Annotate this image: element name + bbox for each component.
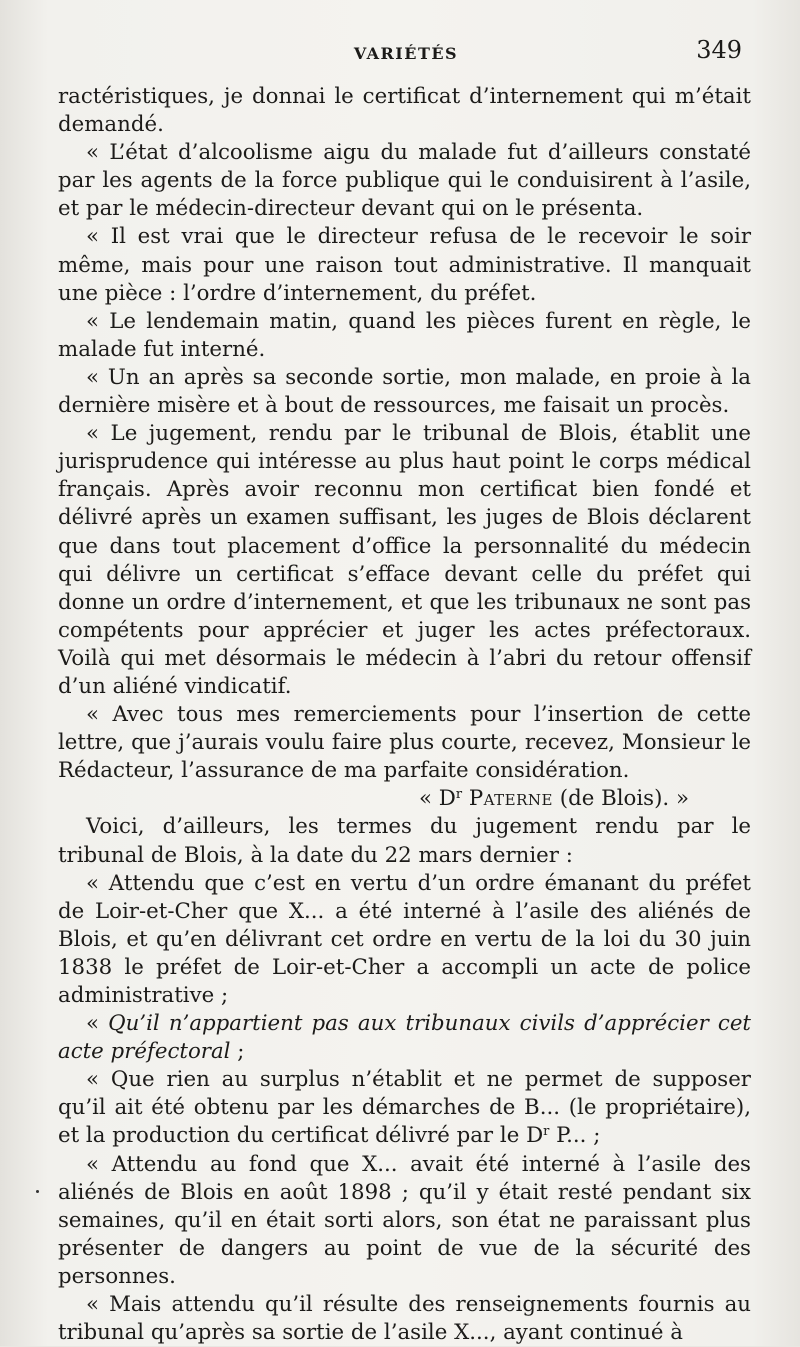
paragraph [58,364,751,420]
text-run: « Attendu que c’est en vertu d’un ordre émanant du préfet de Loir-et-Cher que X... a été interné à l’asile des aliénés de Blois, et qu’en délivrant cet ordre en vertu de la loi du 30 juin 1838 le préfet de Loir-et-Cher a accompli un acte de police administrative ; [58,870,751,1008]
small-caps-name: Paterne [468,786,553,812]
page-header [60,36,752,76]
body-text [58,83,751,1347]
paragraph [58,1291,751,1347]
text-run: « Il est vrai que le directeur refusa de le recevoir le soir même, mais pour une raison tout administrative. Il manquait une pièce : l’ordre d’internement, du préfet. [58,224,751,306]
text-run: « Un an après sa seconde sortie, mon malade, en proie à la dernière misère et à bout de ressources, me faisait un procès. [58,364,751,419]
superscript: r [543,1124,550,1140]
paragraph [58,1010,751,1066]
text-run: ractéristiques, je donnai le certificat d’internement qui m’était demandé. [58,84,751,138]
text-run: « [86,1011,109,1037]
signature-line [58,785,751,813]
text-run: P... ; [549,1123,601,1149]
superscript: r [455,787,463,803]
text-run: « Que rien au surplus n’établit et ne permet de supposer qu’il ait été obtenu par les démarches de B... (le propriétaire), et la production du certificat délivré par le D [58,1067,751,1149]
text-run: « Mais attendu qu’il résulte des renseignements fournis au tribunal qu’après sa sortie de l’asile X..., ayant continué à [58,1292,751,1346]
text-run: Voici, d’ailleurs, les termes du jugement rendu par le tribunal de Blois, à la date du 22 mars dernier : [58,814,751,868]
margin-speck [36,1190,39,1193]
text-run: « Attendu au fond que X... avait été interné à l’asile des aliénés de Blois en août 1898 ; qu’il y était resté pendant six semaines, qu’il en était sorti alors, son état ne paraissant plus présenter de dangers au point de vue de la sécurité des personnes. [58,1151,751,1289]
paragraph [58,308,751,364]
text-run: ; [230,1039,245,1065]
text-run: « Le lendemain matin, quand les pièces furent en règle, le malade fut interné. [58,308,751,362]
text-run: (de Blois). » [553,786,689,812]
paragraph [58,223,751,307]
italic-text: Qu’il n’appartient pas aux tribunaux civils d’apprécier cet acte préfectoral [58,1011,751,1065]
paragraph [58,139,751,223]
paragraph [58,701,751,785]
text-run [462,786,469,811]
running-title: VARIÉTÉS [353,44,459,63]
text-run: « D [418,786,456,812]
paragraph [58,1151,751,1291]
page-number: 349 [696,36,742,64]
paragraph [58,813,751,869]
text-run: « L’état d’alcoolisme aigu du malade fut d’ailleurs constaté par les agents de la force publique qui le conduisirent à l’asile, et par le médecin-directeur devant qui on le présenta. [58,140,751,222]
paragraph [58,83,751,139]
text-run: « Le jugement, rendu par le tribunal de Blois, établit une jurisprudence qui intéresse au plus haut point le corps médical français. Après avoir reconnu mon certificat bien fondé et délivré après un examen suffisant, les juges de Blois déclarent que dans tout placement d’office la personnalité du médecin qui délivre un certificat s’efface devant celle du préfet qui donne un ordre d’internement, et que les tribunaux ne sont pas compétents pour apprécier et juger les actes préfectoraux. Voilà qui met désormais le médecin à l’abri du retour offensif d’un aliéné vindicatif. [58,421,751,699]
text-run: « Avec tous mes remerciements pour l’insertion de cette lettre, que j’aurais voulu faire plus courte, recevez, Monsieur le Rédacteur, l’assurance de ma parfaite considération. [58,702,751,784]
paragraph [58,1066,751,1150]
paragraph [58,420,751,701]
paragraph [58,870,751,1010]
